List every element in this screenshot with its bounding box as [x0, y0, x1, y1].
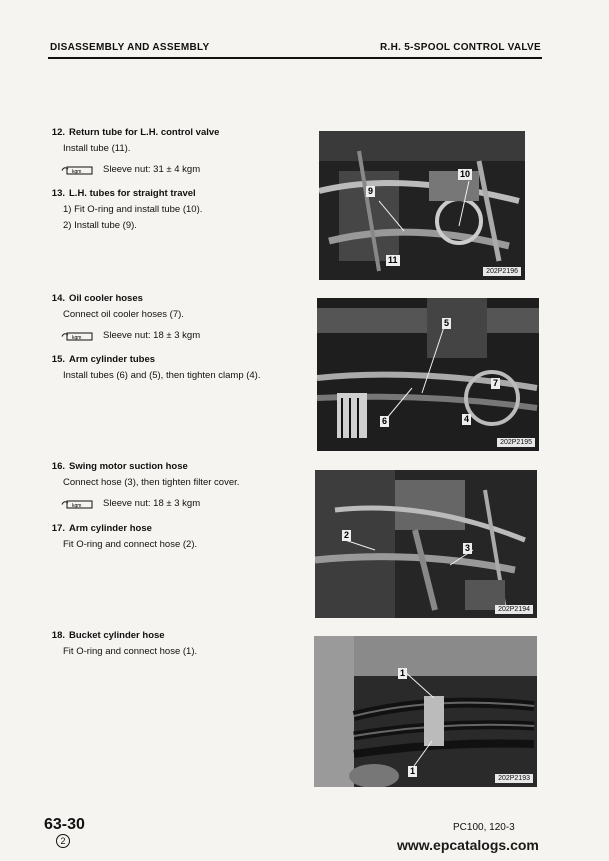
- photo-code: 202P2196: [483, 267, 521, 276]
- step-instruction: 1) Fit O-ring and install tube (10).: [63, 204, 203, 215]
- torque-icon-label: kgm: [72, 334, 82, 341]
- torque-value: Sleeve nut: 31 ± 4 kgm: [103, 164, 201, 175]
- step-title: Arm cylinder tubes: [69, 354, 156, 365]
- callout-label: 1: [410, 766, 416, 776]
- callout-label: 10: [460, 169, 471, 179]
- step-17: [47, 521, 302, 553]
- step-instruction: Fit O-ring and connect hose (2).: [63, 539, 198, 550]
- revision-badge: 2: [56, 834, 70, 848]
- callout-label: 9: [368, 186, 374, 196]
- step-number: 13.: [51, 188, 65, 199]
- torque-spec: [47, 162, 302, 178]
- torque-icon-label: kgm: [72, 168, 82, 175]
- callout-label: 11: [388, 255, 398, 265]
- torque-wrench-icon: [61, 332, 93, 341]
- step-instruction: 2) Install tube (9).: [63, 220, 137, 231]
- torque-icon-label: kgm: [72, 502, 82, 509]
- callout-label: 4: [464, 414, 470, 424]
- step-title: L.H. tubes for straight travel: [69, 188, 196, 199]
- torque-value: Sleeve nut: 18 ± 3 kgm: [103, 330, 201, 341]
- photo-image: [314, 636, 537, 787]
- step-instruction: Connect hose (3), then tighten filter cover.: [63, 477, 240, 488]
- model-label: PC100, 120-3: [453, 822, 515, 833]
- callout-label: 7: [493, 378, 499, 388]
- torque-spec: [47, 496, 302, 512]
- step-number: 12.: [51, 127, 65, 138]
- photo-swing-motor: [315, 470, 537, 618]
- step-15: [47, 352, 302, 384]
- header-left-title: DISASSEMBLY AND ASSEMBLY: [50, 42, 210, 53]
- callout-label: 3: [465, 543, 471, 553]
- website-watermark: www.epcatalogs.com: [397, 837, 539, 853]
- step-number: 17.: [51, 523, 65, 534]
- step-18: [47, 628, 302, 660]
- header-right-title: R.H. 5-SPOOL CONTROL VALVE: [380, 42, 541, 53]
- callout-label: 1: [400, 668, 406, 678]
- photo-code: 202P2194: [495, 605, 533, 614]
- step-title: Bucket cylinder hose: [69, 630, 165, 641]
- step-14: [47, 291, 302, 344]
- torque-value: Sleeve nut: 18 ± 3 kgm: [103, 498, 201, 509]
- callout-label: 6: [382, 416, 388, 426]
- torque-wrench-icon: [61, 166, 93, 175]
- step-title: Oil cooler hoses: [69, 293, 143, 304]
- step-number: 16.: [51, 461, 65, 472]
- step-title: Arm cylinder hose: [69, 523, 152, 534]
- photo-image: [317, 298, 539, 451]
- step-number: 14.: [51, 293, 65, 304]
- step-16: [47, 459, 302, 512]
- photo-image: [319, 131, 525, 280]
- torque-spec: [47, 328, 302, 344]
- step-instruction: Connect oil cooler hoses (7).: [63, 309, 184, 320]
- header-rule: [48, 57, 542, 59]
- photo-code: 202P2193: [495, 774, 533, 783]
- step-title: Return tube for L.H. control valve: [69, 127, 220, 138]
- step-title: Swing motor suction hose: [69, 461, 188, 472]
- callout-label: 5: [444, 318, 450, 328]
- step-instruction: Install tube (11).: [63, 143, 131, 154]
- step-instruction: Fit O-ring and connect hose (1).: [63, 646, 198, 657]
- photo-oil-cooler: [317, 298, 539, 451]
- step-12: [47, 125, 302, 178]
- step-number: 15.: [51, 354, 65, 365]
- photo-return-tube: [319, 131, 525, 280]
- page-number: 63-30: [44, 816, 85, 833]
- step-13: [47, 186, 302, 234]
- photo-code: 202P2195: [497, 438, 535, 447]
- step-number: 18.: [51, 630, 65, 641]
- photo-image: [315, 470, 537, 618]
- step-instruction: Install tubes (6) and (5), then tighten clamp (4).: [63, 370, 261, 381]
- torque-wrench-icon: [61, 500, 93, 509]
- photo-bucket-cylinder: [314, 636, 537, 787]
- callout-label: 2: [344, 530, 350, 540]
